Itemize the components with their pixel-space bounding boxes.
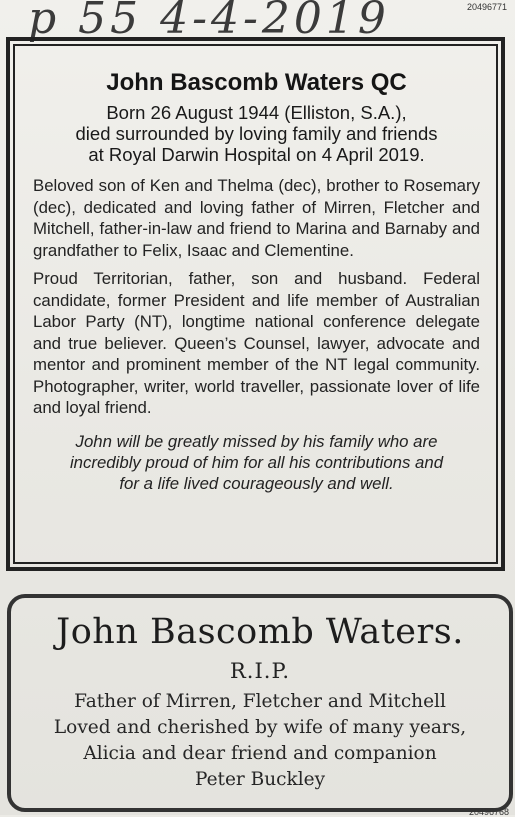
notice-title: John Bascomb Waters QC: [106, 69, 407, 96]
born-line: Born 26 August 1944 (Elliston, S.A.),: [106, 102, 407, 123]
family-paragraph: Beloved son of Ken and Thelma (dec), brother to Rosemary (dec), dedicated and loving father of Mirren, Fletcher and Mitchell, father-in-law and friend to Marina and Barnaby and grandfather to Felix, Isaac and Clementine.: [33, 176, 480, 260]
closing-line: incredibly proud of him for all his contributions and: [69, 452, 444, 472]
closing-line: for a life lived courageously and well.: [119, 473, 394, 493]
died-line: died surrounded by loving family and friends: [75, 123, 438, 144]
closing-line: John will be greatly missed by his family who are: [75, 431, 438, 451]
rip-line: Peter Buckley: [194, 769, 326, 790]
closing-message: [33, 431, 480, 494]
handwritten-date-note: p 55 4-4-2019: [28, 0, 390, 44]
career-paragraph: Proud Territorian, father, son and husband. Federal candidate, former President and life member of Australian Labor Party (NT), longtime national conference delegate and true believer. Queen’s Counsel, lawyer, advocate and mentor and prominent member of the NT legal community. Photographer, writer, world traveller, passionate lover of life and loyal friend.: [33, 269, 480, 417]
death-notice-qc-inner-border: [13, 44, 498, 564]
rip-notice-title: John Bascomb Waters.: [56, 612, 464, 652]
birth-death-details: [33, 102, 480, 165]
reference-number-bottom: 20496768: [468, 807, 509, 817]
death-notice-qc: [6, 37, 505, 571]
rip-line: Loved and cherished by wife of many years,: [53, 717, 467, 738]
hospital-line: at Royal Darwin Hospital on 4 April 2019.: [88, 144, 425, 165]
rip-notice: [7, 594, 513, 812]
rip-line: Alicia and dear friend and companion: [83, 743, 437, 764]
reference-number-top: 20496771: [466, 2, 507, 12]
rip-text: R.I.P.: [229, 659, 290, 683]
rip-line: Father of Mirren, Fletcher and Mitchell: [74, 691, 446, 712]
